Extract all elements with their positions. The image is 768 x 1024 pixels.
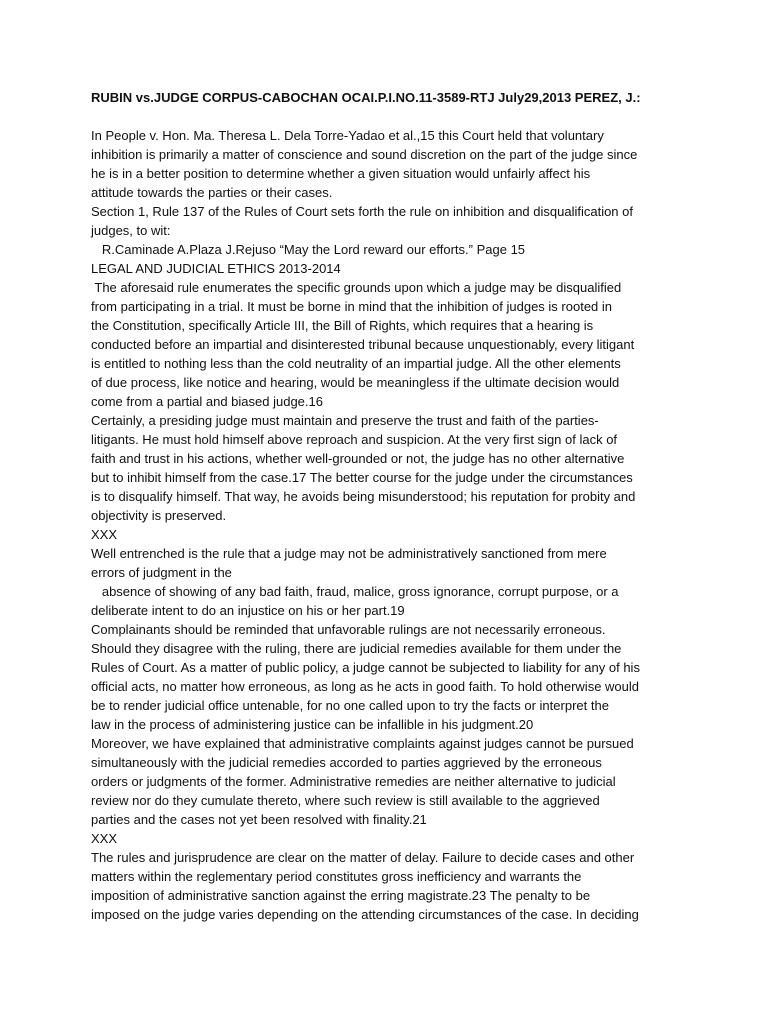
page-footer-line: R.Caminade A.Plaza J.Rejuso “May the Lord reward our efforts.” Page 15 [91, 242, 526, 257]
body-line: he is in a better position to determine whether a given situation would unfairly affect his [91, 166, 591, 181]
body-line: Should they disagree with the ruling, there are judicial remedies available for them under the [91, 641, 622, 656]
body-line: inhibition is primarily a matter of conscience and sound discretion on the part of the judge since [91, 147, 638, 162]
body-line: Well entrenched is the rule that a judge may not be administratively sanctioned from mere [91, 546, 607, 561]
body-line: is entitled to nothing less than the cold neutrality of an impartial judge. All the other elements [91, 356, 621, 371]
body-line: of due process, like notice and hearing, would be meaningless if the ultimate decision would [91, 375, 620, 390]
body-line: Certainly, a presiding judge must maintain and preserve the trust and faith of the parties- [91, 413, 599, 428]
body-line: faith and trust in his actions, whether well-grounded or not, the judge has no other alternative [91, 451, 625, 466]
document-title: RUBIN vs.JUDGE CORPUS-CABOCHAN OCAI.P.I.NO.11-3589-RTJ July29,2013 PEREZ, J.: [91, 90, 641, 105]
body-line: litigants. He must hold himself above reproach and suspicion. At the very first sign of lack of [91, 432, 618, 447]
document-page [91, 88, 731, 924]
body-line: but to inhibit himself from the case.17 The better course for the judge under the circumstances [91, 470, 633, 485]
body-line: come from a partial and biased judge.16 [91, 394, 323, 409]
body-line: orders or judgments of the former. Administrative remedies are neither alternative to judicial [91, 774, 616, 789]
body-line: attitude towards the parties or their cases. [91, 185, 333, 200]
body-line: Rules of Court. As a matter of public policy, a judge cannot be subjected to liability for any of his [91, 660, 640, 675]
body-line: The aforesaid rule enumerates the specific grounds upon which a judge may be disqualified [91, 280, 622, 295]
body-line: errors of judgment in the [91, 565, 232, 580]
body-line: imposed on the judge varies depending on the attending circumstances of the case. In deciding [91, 907, 639, 922]
document-body [91, 126, 731, 924]
body-line: is to disqualify himself. That way, he avoids being misunderstood; his reputation for probity and [91, 489, 636, 504]
body-line: parties and the cases not yet been resolved with finality.21 [91, 812, 427, 827]
body-line: Moreover, we have explained that administrative complaints against judges cannot be pursued [91, 736, 634, 751]
body-line: from participating in a trial. It must be borne in mind that the inhibition of judges is rooted in [91, 299, 613, 314]
body-line: be to render judicial office untenable, for no one called upon to try the facts or interpret the [91, 698, 609, 713]
page-header-line: LEGAL AND JUDICIAL ETHICS 2013-2014 [91, 261, 341, 276]
body-line: simultaneously with the judicial remedies accorded to parties aggrieved by the erroneous [91, 755, 602, 770]
body-line: imposition of administrative sanction against the erring magistrate.23 The penalty to be [91, 888, 591, 903]
body-line: Section 1, Rule 137 of the Rules of Court sets forth the rule on inhibition and disqualification of [91, 204, 633, 219]
body-line: law in the process of administering justice can be infallible in his judgment.20 [91, 717, 534, 732]
section-separator: XXX [91, 527, 118, 542]
body-line: deliberate intent to do an injustice on his or her part.19 [91, 603, 405, 618]
body-line: Complainants should be reminded that unfavorable rulings are not necessarily erroneous. [91, 622, 606, 637]
body-line: objectivity is preserved. [91, 508, 227, 523]
body-line: judges, to wit: [91, 223, 171, 238]
body-line: official acts, no matter how erroneous, as long as he acts in good faith. To hold otherwise would [91, 679, 640, 694]
body-line: In People v. Hon. Ma. Theresa L. Dela Torre-Yadao et al.,15 this Court held that voluntary [91, 128, 604, 143]
blank-line [91, 107, 731, 126]
body-line: review nor do they cumulate thereto, where such review is still available to the aggrieved [91, 793, 600, 808]
body-line: absence of showing of any bad faith, fraud, malice, gross ignorance, corrupt purpose, or a [91, 584, 619, 599]
body-line: matters within the reglementary period constitutes gross inefficiency and warrants the [91, 869, 582, 884]
body-line: The rules and jurisprudence are clear on the matter of delay. Failure to decide cases and other [91, 850, 635, 865]
section-separator: XXX [91, 831, 118, 846]
body-line: the Constitution, specifically Article III, the Bill of Rights, which requires that a hearing is [91, 318, 594, 333]
body-line: conducted before an impartial and disinterested tribunal because unquestionably, every litigant [91, 337, 635, 352]
